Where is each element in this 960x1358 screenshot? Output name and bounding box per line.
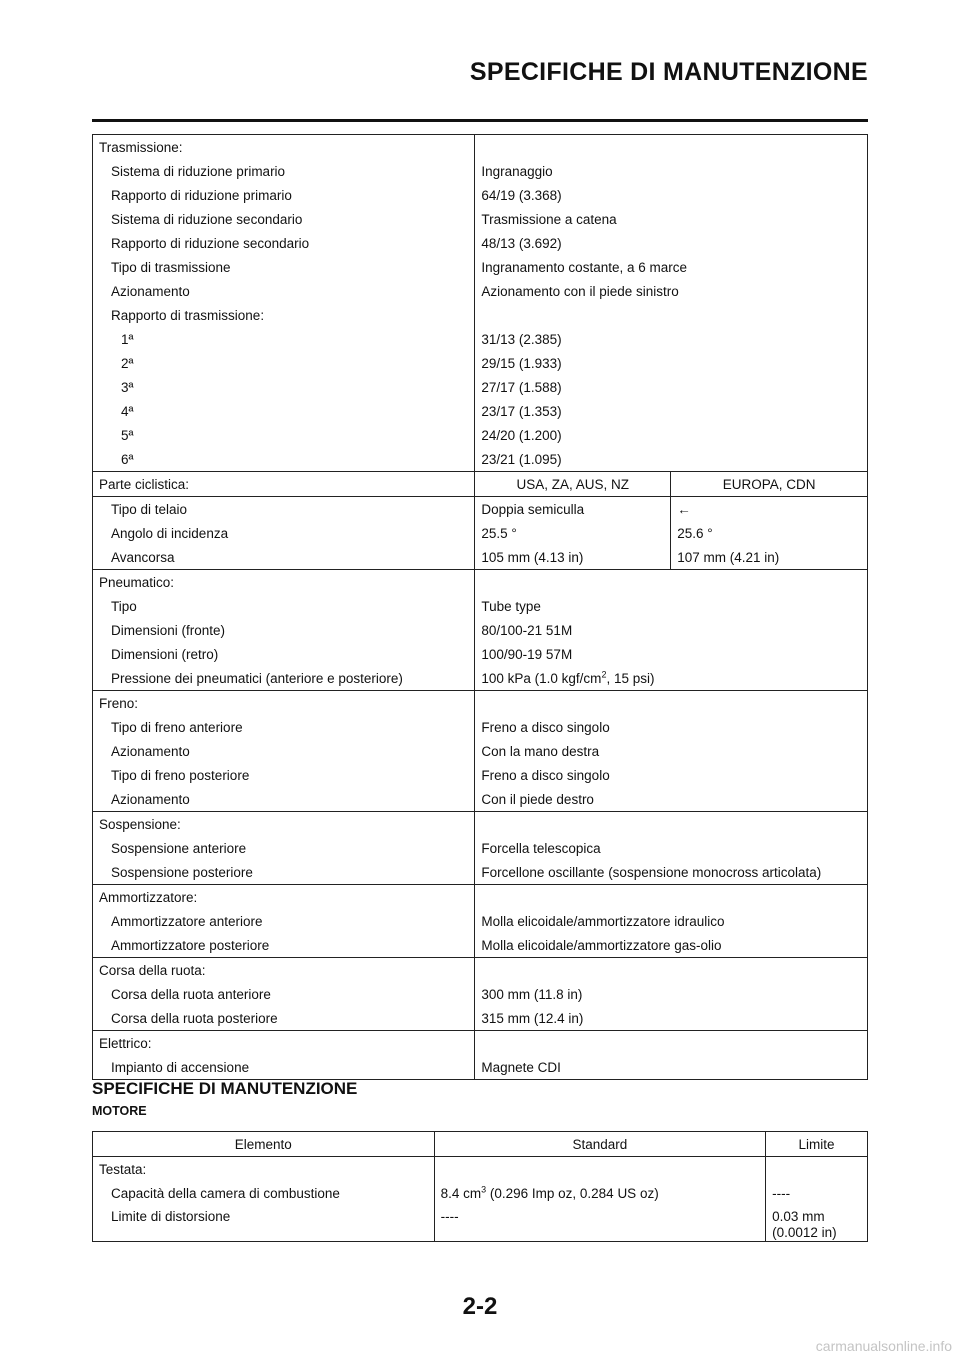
table-row: 5ª 24/20 (1.200) [93, 423, 868, 447]
table-row: Avancorsa 105 mm (4.13 in) 107 mm (4.21 in) [93, 545, 868, 570]
table-row: Dimensioni (retro) 100/90-19 57M [93, 642, 868, 666]
table-row: Ammortizzatore posteriore Molla elicoidale/ammortizzatore gas-olio [93, 933, 868, 958]
section-header-elettrico [93, 1031, 868, 1056]
section-header-corsa-ruota [93, 958, 868, 983]
table-row: Impianto di accensione Magnete CDI [93, 1055, 868, 1080]
table-row: Pressione dei pneumatici (anteriore e posteriore) 100 kPa (1.0 kgf/$cm^2$, 15 psi) [93, 666, 868, 691]
section-header-testata [93, 1157, 868, 1182]
table-row: Ammortizzatore anteriore Molla elicoidale/ammortizzatore idraulico [93, 909, 868, 933]
table-row: Dimensioni (fronte) 80/100-21 51M [93, 618, 868, 642]
table-row: Sistema di riduzione secondario Trasmissione a catena [93, 207, 868, 231]
engine-table [92, 1131, 868, 1242]
section-title: Parte ciclistica: [93, 472, 475, 497]
section-title: Pneumatico: [93, 570, 475, 595]
table-row: Azionamento Azionamento con il piede sinistro [93, 279, 868, 303]
column-header-elemento: Elemento [93, 1132, 435, 1157]
table-row: Sospensione anteriore Forcella telescopica [93, 836, 868, 860]
header-rule [92, 119, 868, 122]
section-title: Corsa della ruota: [93, 958, 475, 983]
section-header-ammortizzatore [93, 885, 868, 910]
page-title: SPECIFICHE DI MANUTENZIONE [469, 58, 868, 86]
table-row: Tipo di freno anteriore Freno a disco singolo [93, 715, 868, 739]
table-row: Rapporto di riduzione secondario 48/13 (3.692) [93, 231, 868, 255]
table-row: Tipo di trasmissione Ingranamento costante, a 6 marce [93, 255, 868, 279]
table-row: Tipo Tube type [93, 594, 868, 618]
page-number: 2-2 [462, 1293, 498, 1320]
table-row: Rapporto di riduzione primario 64/19 (3.368) [93, 183, 868, 207]
table-row: Tipo di freno posteriore Freno a disco singolo [93, 763, 868, 787]
table-row: 1ª 31/13 (2.385) [93, 327, 868, 351]
table-row: 3ª 27/17 (1.588) [93, 375, 868, 399]
table-row: Sistema di riduzione primario Ingranaggio [93, 159, 868, 183]
section-header-parte-ciclistica [93, 472, 868, 497]
section-title: Elettrico: [93, 1031, 475, 1056]
section-title: Sospensione: [93, 812, 475, 837]
table-row: Corsa della ruota posteriore 315 mm (12.4 in) [93, 1006, 868, 1031]
table-row: Capacità della camera di combustione 8.4 $cm^3$ (0.296 Imp oz, 0.284 US oz) ---- [93, 1181, 868, 1205]
table-row: Tipo di telaio Doppia semiculla ← [93, 497, 868, 522]
section-header-pneumatico [93, 570, 868, 595]
column-header-standard: Standard [434, 1132, 766, 1157]
column-header-europa: EUROPA, CDN [671, 472, 868, 497]
section-title: Ammortizzatore: [93, 885, 475, 910]
table-header-row [93, 1132, 868, 1157]
section-header-sospensione [93, 812, 868, 837]
section-header-freno [93, 691, 868, 716]
table-row: Corsa della ruota anteriore 300 mm (11.8 in) [93, 982, 868, 1006]
same-as-arrow-icon: ← [671, 497, 868, 522]
spec-table [92, 134, 868, 1080]
section-header-trasmissione [93, 135, 868, 160]
table-row: Angolo di incidenza 25.5 ° 25.6 ° [93, 521, 868, 545]
table-row: Rapporto di trasmissione: [93, 303, 868, 327]
combustion-volume-value: 8.4 $cm^3$ (0.296 Imp oz, 0.284 US oz) [434, 1181, 766, 1205]
tire-pressure-value: 100 kPa (1.0 kgf/$cm^2$, 15 psi) [475, 666, 868, 691]
section-title: Freno: [93, 691, 475, 716]
table-row: 4ª 23/17 (1.353) [93, 399, 868, 423]
table-row: Sospensione posteriore Forcellone oscillante (sospensione monocross articolata) [93, 860, 868, 885]
table-row: Azionamento Con la mano destra [93, 739, 868, 763]
column-header-usa: USA, ZA, AUS, NZ [475, 472, 671, 497]
column-header-limite: Limite [766, 1132, 868, 1157]
section-title: Trasmissione: [93, 135, 475, 160]
table-row: 2ª 29/15 (1.933) [93, 351, 868, 375]
table-row: 6ª 23/21 (1.095) [93, 447, 868, 472]
section-title: Testata: [93, 1157, 435, 1182]
maintenance-section-title: SPECIFICHE DI MANUTENZIONE [92, 1079, 358, 1098]
watermark: carmanualsonline.info [815, 1338, 952, 1354]
table-row: Limite di distorsione ---- 0.03 mm (0.0012 in) [93, 1205, 868, 1242]
engine-subsection-title: MOTORE [92, 1104, 147, 1118]
distortion-limit-value: 0.03 mm (0.0012 in) [766, 1205, 868, 1242]
table-row: Azionamento Con il piede destro [93, 787, 868, 812]
